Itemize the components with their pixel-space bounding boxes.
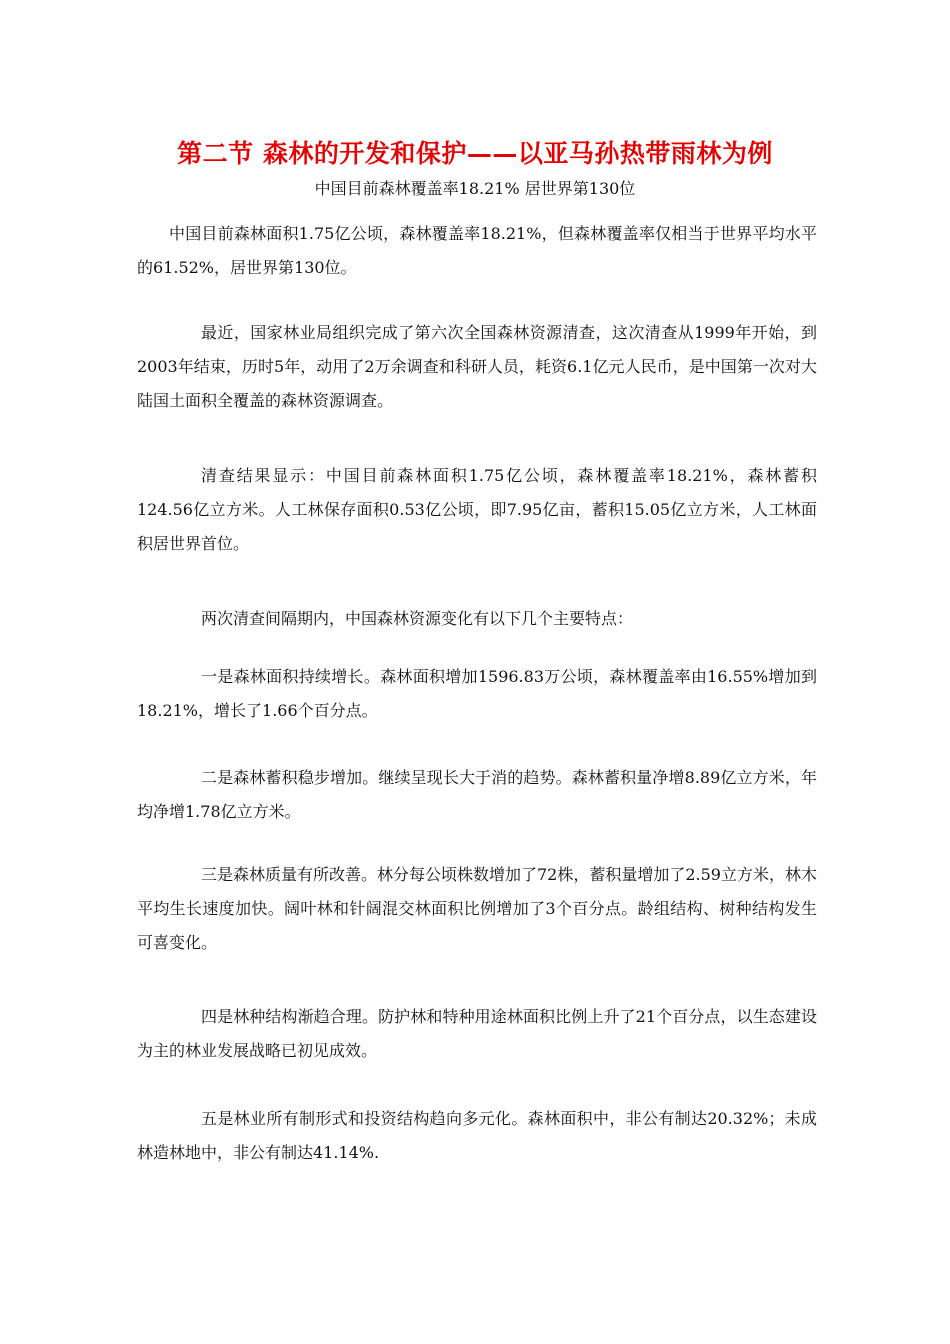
paragraph-8: 四是林种结构渐趋合理。防护林和特种用途林面积比例上升了21个百分点，以生态建设为主的林业发展战略已初见成效。: [137, 1007, 817, 1060]
paragraph-3: 清查结果显示：中国目前森林面积1.75亿公顷，森林覆盖率18.21%，森林蓄积124.56亿立方米。人工林保存面积0.53亿公顷，即7.95亿亩，蓄积15.05亿立方米，人工林面积居世界首位。: [137, 466, 817, 553]
paragraph-2: 最近，国家林业局组织完成了第六次全国森林资源清查，这次清查从1999年开始，到2003年结束，历时5年，动用了2万余调查和科研人员，耗资6.1亿元人民币，是中国第一次对大陆国土面积全覆盖的森林资源调查。: [137, 323, 817, 410]
document-subtitle: 中国目前森林覆盖率18.21% 居世界第130位: [314, 179, 636, 198]
document-title: 第二节 森林的开发和保护——以亚马孙热带雨林为例: [177, 139, 773, 168]
paragraph-6: 二是森林蓄积稳步增加。继续呈现长大于消的趋势。森林蓄积量净增8.89亿立方米，年均净增1.78亿立方米。: [137, 768, 817, 821]
paragraph-1: 中国目前森林面积1.75亿公顷，森林覆盖率18.21%，但森林覆盖率仅相当于世界平均水平的61.52%，居世界第130位。: [137, 224, 817, 277]
paragraph-7: 三是森林质量有所改善。林分每公顷株数增加了72株，蓄积量增加了2.59立方米，林木平均生长速度加快。阔叶林和针阔混交林面积比例增加了3个百分点。龄组结构、树种结构发生可喜变化。: [137, 865, 817, 952]
paragraph-5: 一是森林面积持续增长。森林面积增加1596.83万公顷，森林覆盖率由16.55%增加到18.21%，增长了1.66个百分点。: [137, 667, 817, 720]
paragraph-4: 两次清查间隔期内，中国森林资源变化有以下几个主要特点：: [201, 609, 634, 628]
paragraph-9: 五是林业所有制形式和投资结构趋向多元化。森林面积中，非公有制达20.32%；未成林造林地中，非公有制达41.14%.: [137, 1109, 817, 1162]
